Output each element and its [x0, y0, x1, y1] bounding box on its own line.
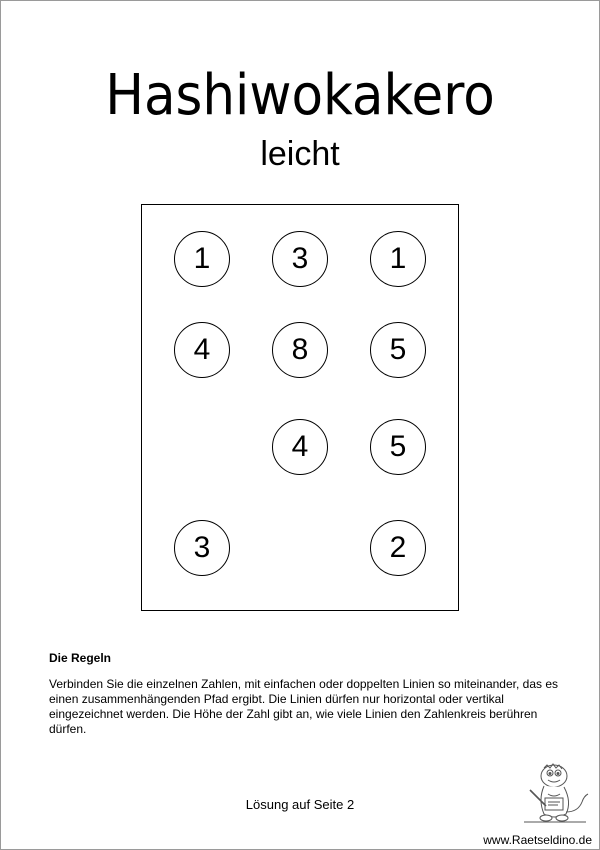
island-r1-c0[interactable]: 4: [174, 322, 230, 378]
island-r0-c2[interactable]: 1: [370, 231, 426, 287]
puzzle-grid: [141, 204, 459, 611]
solution-note: Lösung auf Seite 2: [245, 797, 355, 812]
dinosaur-mascot-icon: [520, 760, 590, 826]
island-r1-c2[interactable]: 5: [370, 322, 426, 378]
island-r2-c2[interactable]: 5: [370, 419, 426, 475]
rules-heading: Die Regeln: [49, 651, 112, 665]
island-r1-c1[interactable]: 8: [272, 322, 328, 378]
island-r3-c2[interactable]: 2: [370, 520, 426, 576]
difficulty-subtitle: leicht: [260, 135, 340, 173]
rules-text: Verbinden Sie die einzelnen Zahlen, mit einfachen oder doppelten Linien so miteinander, das es einen zusammenhängenden Pfad ergibt. Die Linien dürfen nur horizontal oder vertikal eingezeichnet werden. Die Höhe der Zahl gibt an, wie viele Linien den Zahlenkreis berühren dürfen.: [49, 677, 559, 736]
island-r2-c1[interactable]: 4: [272, 419, 328, 475]
island-r3-c0[interactable]: 3: [174, 520, 230, 576]
island-r0-c0[interactable]: 1: [174, 231, 230, 287]
island-r0-c1[interactable]: 3: [272, 231, 328, 287]
page-title: Hashiwokakero: [105, 63, 495, 128]
footer-url[interactable]: www.Raetseldino.de: [483, 833, 592, 847]
